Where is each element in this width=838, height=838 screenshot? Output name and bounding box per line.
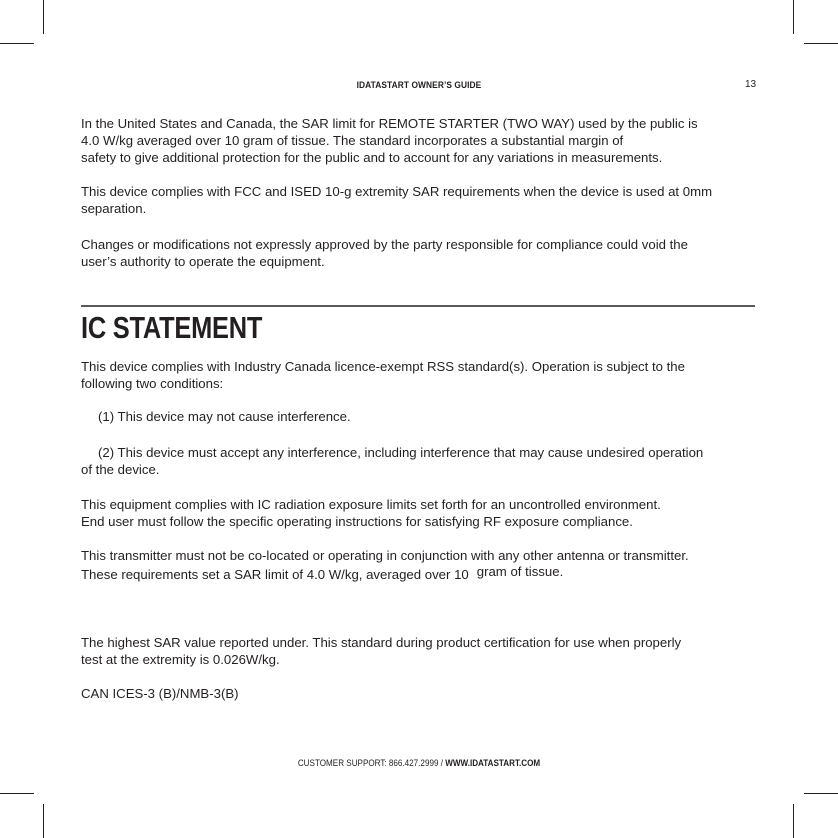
crop-mark bbox=[793, 0, 794, 34]
condition-1: (1) This device may not cause interference. bbox=[98, 409, 351, 424]
crop-mark bbox=[0, 793, 34, 794]
sar-limit-paragraph: In the United States and Canada, the SAR limit for REMOTE STARTER (TWO WAY) used by the public is 4.0 W/kg averaged over 10 gram of tissue. The standard incorporates a substantial margin of safety to give additional protection for the public and to account for any variations in measurements. bbox=[81, 116, 698, 165]
fcc-compliance-paragraph: This device complies with FCC and ISED 10-g extremity SAR requirements when the device is used at 0mm separation. bbox=[81, 184, 713, 216]
footer bbox=[42, 758, 796, 768]
condition-2: (2) This device must accept any interference, including interference that may cause undesired operation of the device. bbox=[81, 445, 704, 477]
ic-intro-paragraph: This device complies with Industry Canada licence-exempt RSS standard(s). Operation is subject to the following two conditions: bbox=[81, 359, 685, 391]
section-divider bbox=[81, 305, 755, 307]
support-phone: CUSTOMER SUPPORT: 866.427.2999 / bbox=[297, 758, 446, 768]
crop-mark bbox=[43, 804, 44, 838]
highest-sar-paragraph: The highest SAR value reported under. This standard during product certification for use when properly test at the extremity is 0.026W/kg. bbox=[81, 635, 682, 667]
running-header: IDATASTART OWNER’S GUIDE bbox=[356, 80, 482, 91]
crop-mark bbox=[804, 793, 838, 794]
website-link[interactable]: WWW.IDATASTART.COM bbox=[445, 758, 541, 768]
page-number: 13 bbox=[745, 79, 757, 90]
crop-mark bbox=[0, 43, 34, 44]
exposure-paragraph: This equipment complies with IC radiation exposure limits set forth for an uncontrolled environment. End user must follow the specific operating instructions for satisfying RF exposure compliance. bbox=[81, 497, 661, 529]
crop-mark bbox=[793, 804, 794, 838]
crop-mark bbox=[43, 0, 44, 34]
ices-label: CAN ICES-3 (B)/NMB-3(B) bbox=[81, 686, 239, 701]
modifications-paragraph: Changes or modifications not expressly approved by the party responsible for compliance could void the user’s authority to operate the equipment. bbox=[81, 237, 688, 269]
section-heading: IC STATEMENT bbox=[81, 310, 263, 345]
crop-mark bbox=[804, 43, 838, 44]
colocation-paragraph: This transmitter must not be co-located or operating in conjunction with any other antenna or transmitter. These requirements set a SAR limit of 4.0 W/kg, averaged over 10 gram of tissue. bbox=[81, 548, 689, 582]
